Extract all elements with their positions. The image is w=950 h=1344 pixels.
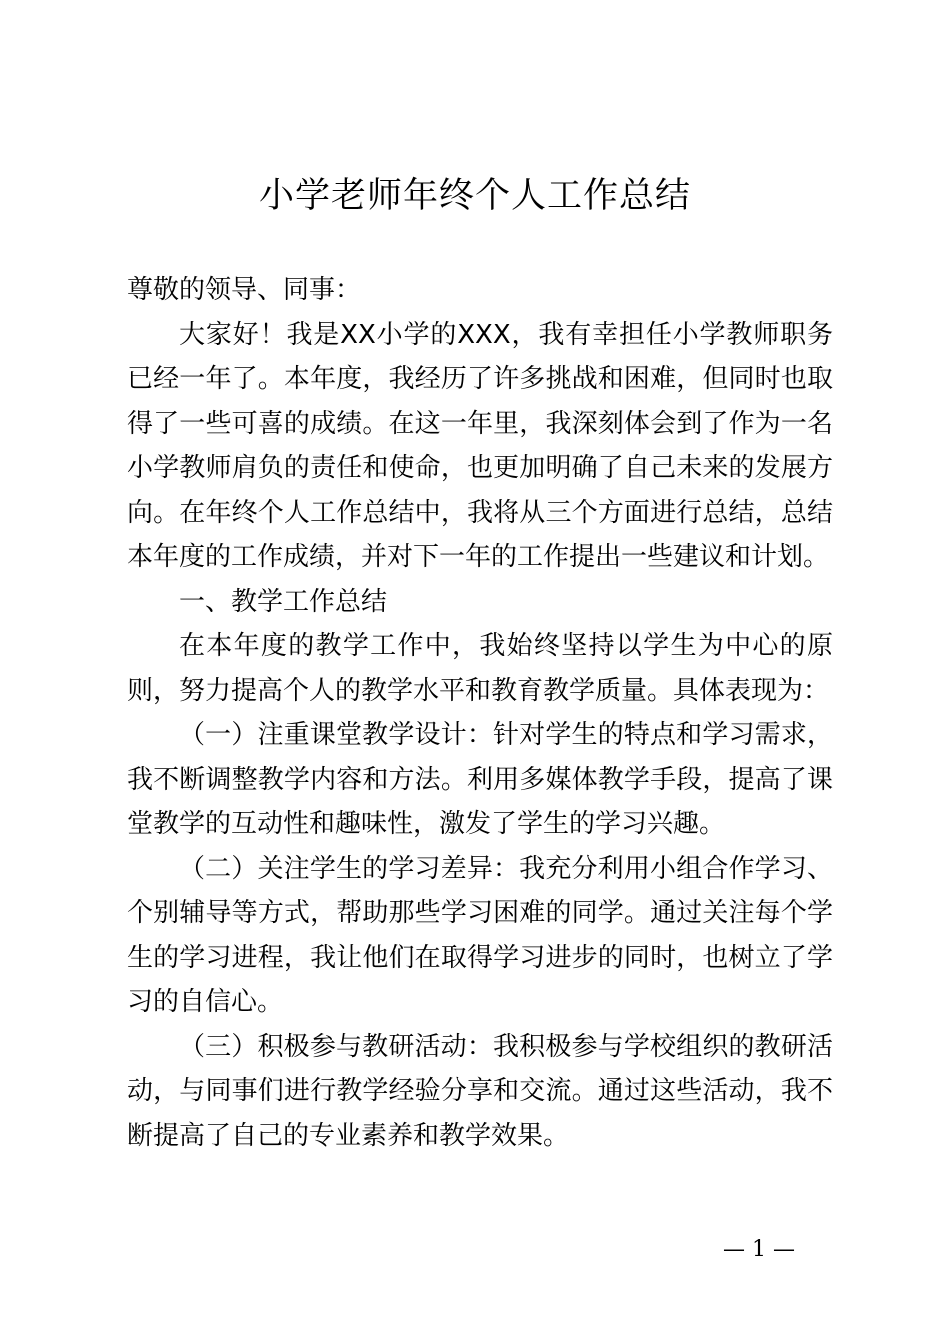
body-paragraph: 在本年度的教学工作中，我始终坚持以学生为中心的原则，努力提高个人的教学水平和教育教学质量。具体表现为： [127, 631, 833, 706]
intro-paragraph: 大家好！我是XX小学的XXX，我有幸担任小学教师职务已经一年了。本年度，我经历了许多挑战和困难，但同时也取得了一些可喜的成绩。在这一年里，我深刻体会到了作为一名小学教师肩负的责任和使命，也更加明确了自己未来的发展方向。在年终个人工作总结中，我将从三个方面进行总结，总结本年度的工作成绩，并对下一年的工作提出一些建议和计划。 [127, 319, 833, 572]
salutation: 尊敬的领导、同事： [127, 275, 362, 305]
document-body [127, 268, 833, 1158]
body-paragraph: （一）注重课堂教学设计：针对学生的特点和学习需求，我不断调整教学内容和方法。利用多媒体教学手段，提高了课堂教学的互动性和趣味性，激发了学生的学习兴趣。 [127, 720, 833, 839]
page-number: — 1 — [723, 1237, 795, 1262]
section-heading: 一、教学工作总结 [179, 586, 388, 617]
document-title: 小学老师年终个人工作总结 [258, 176, 691, 216]
body-paragraph: （二）关注学生的学习差异：我充分利用小组合作学习、个别辅导等方式，帮助那些学习困难的同学。通过关注每个学生的学习进程，我让他们在取得学习进步的同时，也树立了学习的自信心。 [127, 853, 833, 1017]
body-paragraph: （三）积极参与教研活动：我积极参与学校组织的教研活动，与同事们进行教学经验分享和交流。通过这些活动，我不断提高了自己的专业素养和教学效果。 [127, 1031, 833, 1151]
